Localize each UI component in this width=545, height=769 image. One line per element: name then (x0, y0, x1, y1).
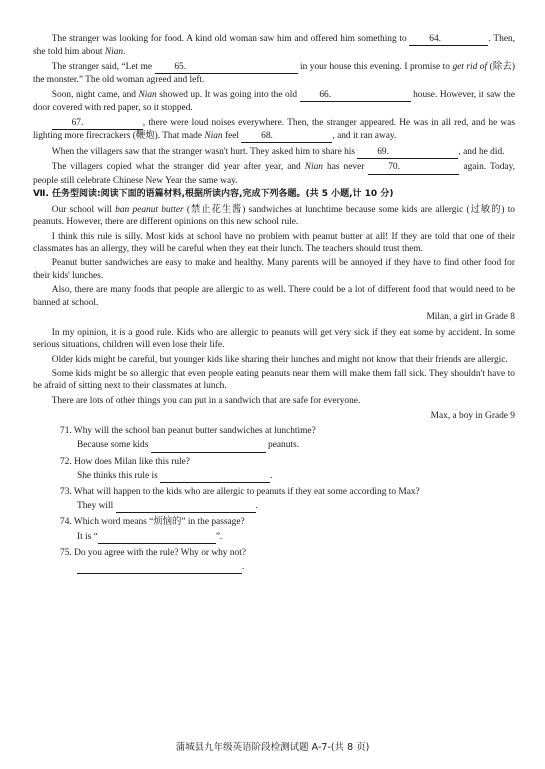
text: ”. (215, 531, 223, 542)
answer-72-blank[interactable] (160, 470, 273, 483)
text: The stranger was looking for food. A kind old woman saw him and offered him something to (51, 34, 407, 44)
nian-word: Nian (138, 89, 157, 100)
answer-73-blank[interactable] (116, 500, 256, 513)
text: (除去) the monster.” The old woman agreed and left. (33, 61, 515, 86)
text: , there were loud noises everywhere. Then, the stranger appeared. He was in all red, and he was lighting more firecrackers (鞭炮). That made (33, 117, 515, 142)
section-heading: Ⅶ. 任务型阅读:阅读下面的语篇材料,根据所读内容,完成下列各题。(共 5 小题,计 10 分) (33, 189, 394, 200)
text: house. However, it saw the door covered with red paper, so it stopped. (33, 89, 515, 114)
question-74: 74. Which word means “烦恼的” in the passage? (60, 517, 245, 528)
text: (禁止花生酱) sandwiches at lunchtime because some kids are allergic (过敏的) to peanuts. However, there are different opinions on this new school rule. (33, 204, 515, 227)
text: . (123, 47, 126, 58)
page-footer: 蒲城县九年级英语阶段检测试题 A-7-(共 8 页) (175, 742, 370, 753)
passage-intro (33, 204, 515, 228)
blank-number: 66. (319, 89, 332, 100)
text: When the villagers saw that the stranger wasn't hurt. They asked him to share his (51, 146, 356, 157)
blank-70[interactable] (368, 161, 459, 174)
milan-paragraph-1: I think this rule is silly. Most kids at school have no problem with peanut butter at all! If they are told that one of their classmates has an allergy, they will be careful when they eat their lunch. The teachers should trust them. (33, 231, 515, 254)
text: The villagers copied what the stranger did year after year, and (51, 162, 301, 173)
answer-73 (33, 500, 515, 513)
question-73: 73. What will happen to the kids who are allergic to peanuts if they eat some according to Max? (60, 486, 420, 497)
max-signature: Max, a boy in Grade 9 (430, 410, 515, 421)
text: . Then, she told him about (33, 34, 516, 58)
answer-74-blank[interactable] (98, 531, 216, 544)
text: , and it ran away. (332, 131, 397, 142)
milan-paragraph-3: Also, there are many foods that people are allergic to as well. There could be a lot of different food that would need to be banned at school. (33, 285, 515, 308)
milan-paragraph-2: Peanut butter sandwiches are easy to make and healthy. Many parents will be annoyed if they have to find other food for their kids' lunches. (33, 258, 515, 281)
text: They will (77, 501, 114, 512)
text: feel (224, 131, 240, 142)
italic-phrase: ban peanut butter (115, 204, 184, 215)
blank-65[interactable] (155, 61, 298, 74)
italic-phrase: get rid of (452, 61, 488, 72)
blank-number: 70. (388, 162, 400, 173)
answer-75-blank[interactable] (77, 561, 245, 574)
milan-signature: Milan, a girl in Grade 8 (426, 312, 515, 323)
answer-71-blank[interactable] (151, 439, 266, 452)
blank-69[interactable] (357, 146, 458, 159)
blank-67[interactable] (52, 117, 143, 130)
answer-72 (33, 470, 515, 483)
story-paragraph-6 (33, 161, 515, 186)
nian-word: Nian (304, 162, 323, 173)
text: . (255, 501, 258, 512)
blank-number: 64. (429, 34, 441, 44)
text: , and he did. (458, 146, 505, 157)
question-71: 71. Why will the school ban peanut butter sandwiches at lunchtime? (60, 426, 316, 437)
blank-number: 65. (174, 61, 187, 72)
text: Soon, night came, and (51, 89, 136, 100)
question-75: 75. Do you agree with the rule? Why or why not? (60, 547, 246, 558)
answer-71 (33, 439, 515, 452)
max-paragraph-4: There are lots of other things you can put in a sandwich that are safe for everyone. (51, 396, 361, 407)
text: peanuts. (268, 440, 300, 451)
answer-74 (33, 531, 515, 544)
text: She thinks this rule is (77, 470, 158, 481)
question-72: 72. How does Milan like this rule? (60, 456, 190, 467)
text: has never (327, 162, 365, 173)
nian-word: Nian (204, 131, 223, 142)
max-paragraph-1: In my opinion, it is a good rule. Kids who are allergic to peanuts will get very sick if they eat some by accident. In some serious situations, children will even lose their life. (33, 327, 515, 350)
text: Our school will (51, 204, 112, 215)
text: The stranger said, “Let me (51, 61, 153, 72)
text: It is “ (77, 531, 98, 542)
blank-number: 69. (377, 146, 389, 157)
story-paragraph-2 (33, 61, 515, 86)
text: showed up. It was going into the old (159, 89, 298, 100)
text: again. Today, people still celebrate Chinese New Year the same way. (33, 162, 515, 186)
story-paragraph-1 (33, 33, 515, 58)
blank-number: 68. (261, 131, 273, 142)
blank-number: 67. (71, 117, 84, 128)
blank-66[interactable] (300, 89, 411, 102)
answer-75 (33, 561, 515, 574)
story-paragraph-5 (33, 146, 515, 159)
text: . (270, 470, 273, 481)
nian-word: Nian (104, 47, 124, 58)
text: Because some kids (77, 440, 149, 451)
max-paragraph-3: Some kids might be so allergic that even people eating peanuts near them will make them fall sick. They shouldn't have to be afraid of sitting next to their classmates at lunch. (33, 369, 515, 392)
blank-64[interactable] (409, 33, 488, 46)
max-paragraph-2: Older kids might be careful, but younger kids like sharing their lunches and might not know that their friends are allergic. (51, 354, 508, 365)
story-paragraph-4 (33, 117, 515, 143)
blank-68[interactable] (241, 130, 332, 143)
text: . (242, 562, 245, 573)
text: in your house this evening. I promise to (300, 61, 450, 72)
story-paragraph-3 (33, 89, 515, 114)
